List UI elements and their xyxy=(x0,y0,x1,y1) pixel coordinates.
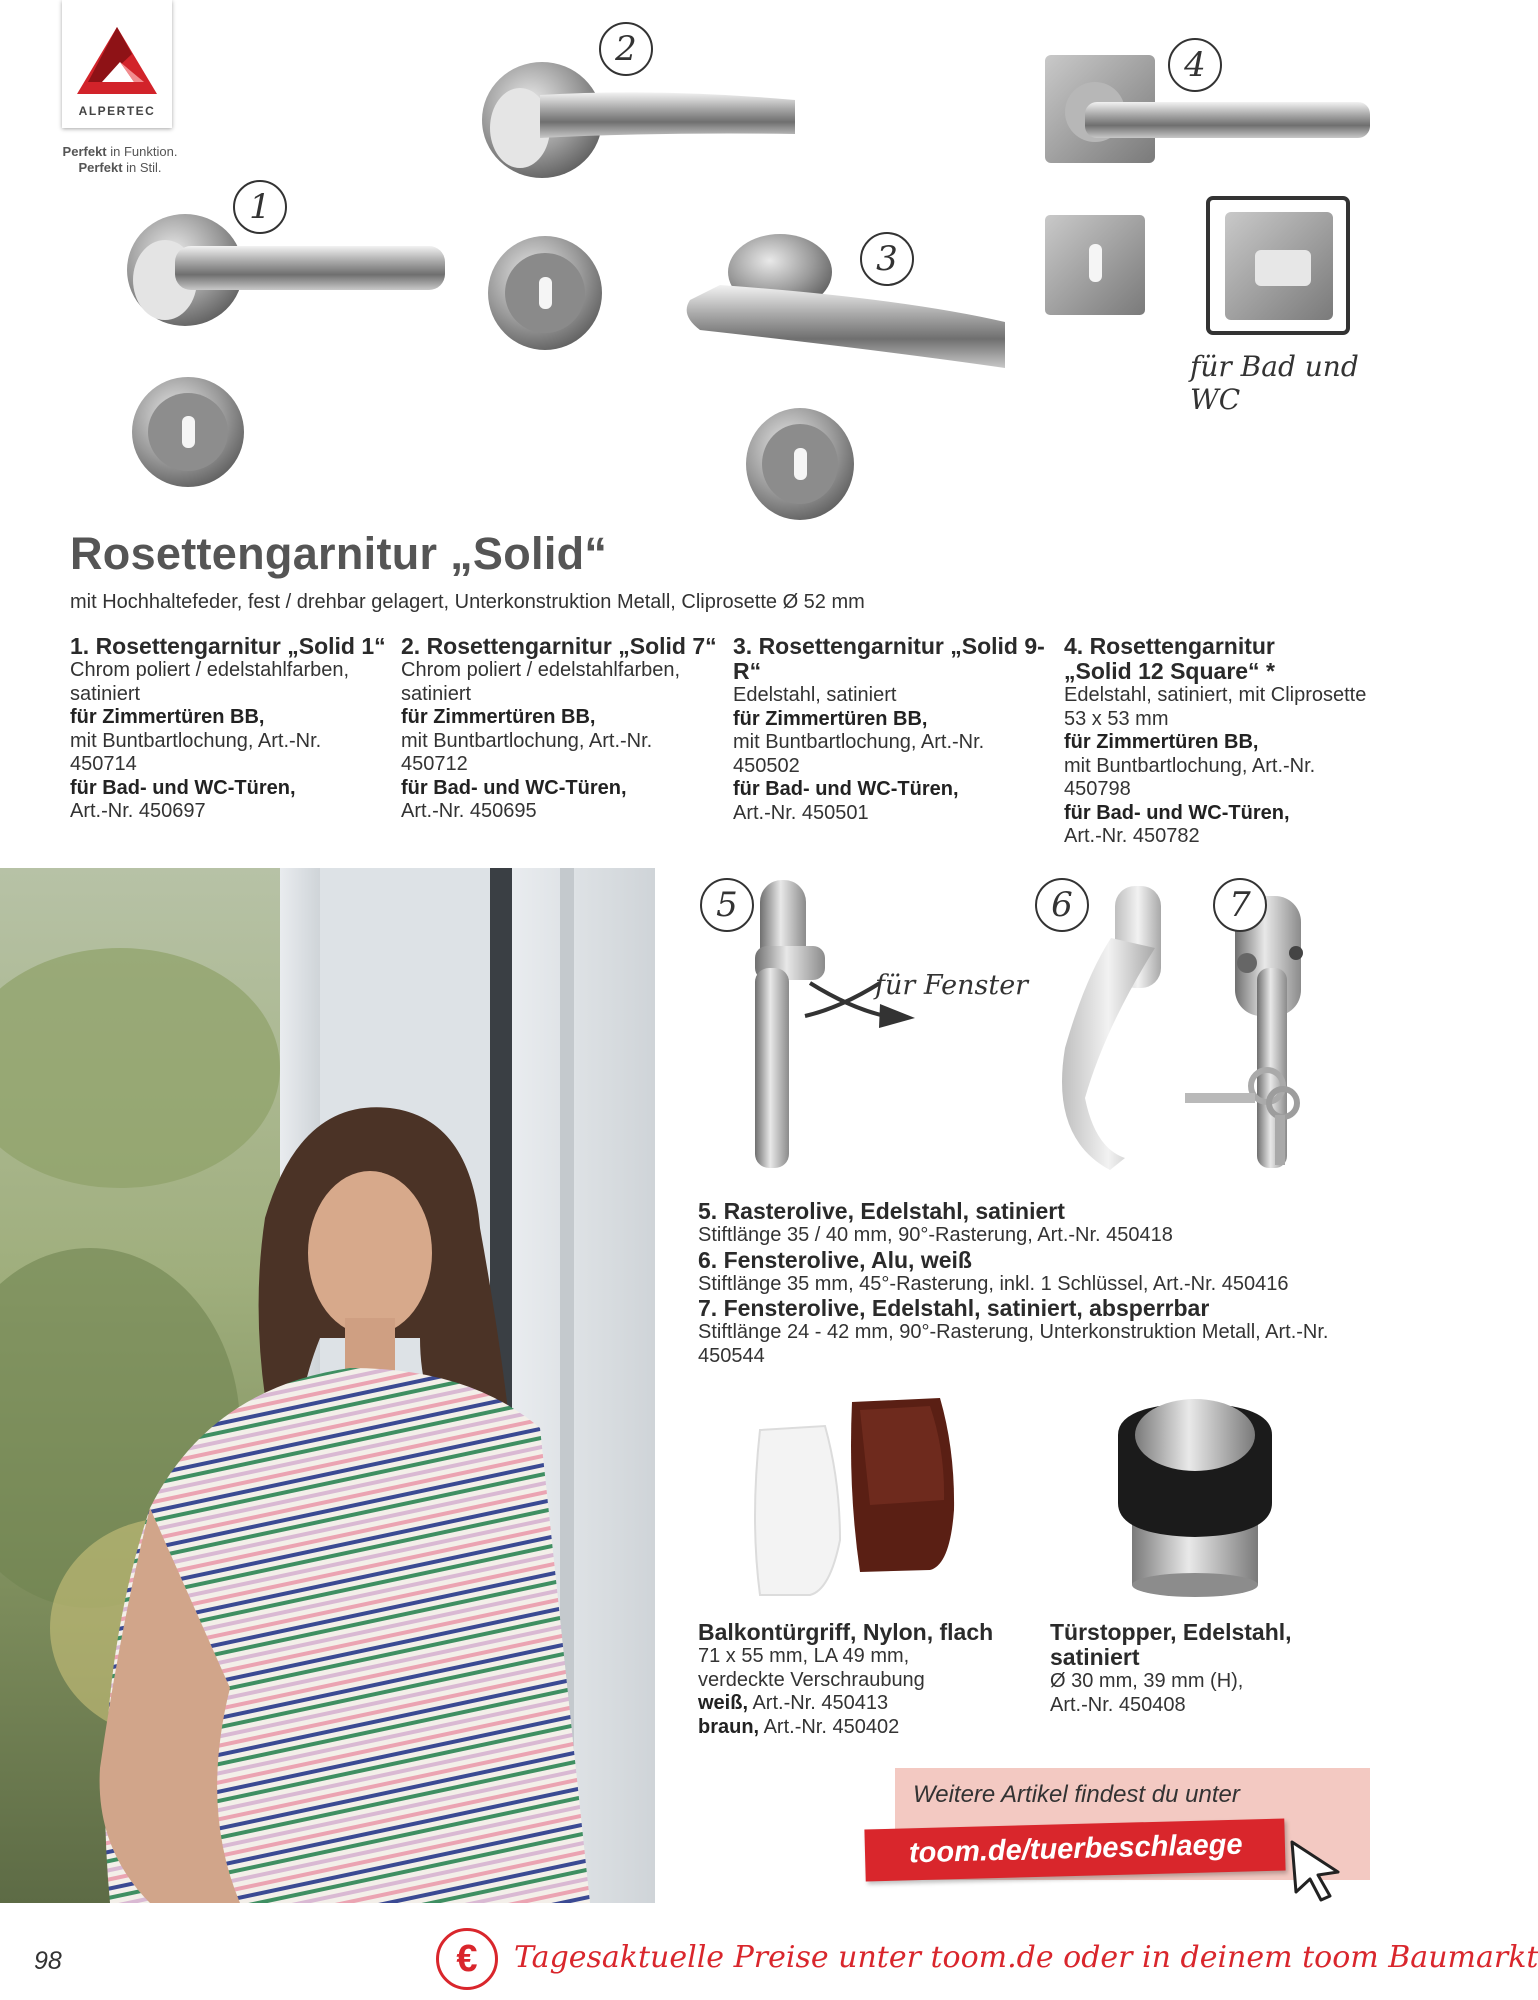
product-2-line: Art.-Nr. 450695 xyxy=(401,800,537,822)
number-badge-5: 5 xyxy=(700,878,754,932)
cursor-arrow-icon xyxy=(1288,1838,1344,1902)
window-items xyxy=(698,1199,1358,1368)
balcony-grip-title: Balkontürgriff, Nylon, flach xyxy=(698,1619,994,1645)
section-subtitle: mit Hochhaltefeder, fest / drehbar gelagert, Unterkonstruktion Metall, Cliprosette Ø 52 mm xyxy=(70,591,865,613)
product-4-line: Edelstahl, satiniert, mit Cliprosette xyxy=(1064,684,1367,706)
page-number: 98 xyxy=(34,1947,62,1975)
product-4-title-2: „Solid 12 Square“ * xyxy=(1064,658,1275,684)
window-item-7-desc: Stiftlänge 24 - 42 mm, 90°-Rasterung, Unterkonstruktion Metall, Art.-Nr. 450544 xyxy=(698,1321,1329,1367)
balcony-grip-line: weiß, Art.-Nr. 450413 xyxy=(698,1692,889,1714)
handle-3-icon xyxy=(687,234,1005,520)
window-item-5-title: 5. Rasterolive, Edelstahl, satiniert xyxy=(698,1198,1065,1224)
slogan-rest-2: in Stil. xyxy=(122,160,162,175)
product-1-line: für Zimmertüren BB, xyxy=(70,706,265,728)
window-handle-7-icon xyxy=(1235,896,1303,1168)
number-badge-2: 2 xyxy=(599,22,653,76)
product-3-line: für Zimmertüren BB, xyxy=(733,707,928,730)
product-3-line: mit Buntbartlochung, Art.-Nr. 450502 xyxy=(733,731,985,777)
product-2-title: 2. Rosettengarnitur „Solid 7“ xyxy=(401,633,717,659)
product-2-line: satiniert xyxy=(401,682,472,705)
product-1-line: mit Buntbartlochung, Art.-Nr. 450714 xyxy=(70,729,322,775)
product-2-line: Chrom poliert / edelstahlfarben, xyxy=(401,659,681,681)
product-3-line: für Bad- und WC-Türen, xyxy=(733,778,959,800)
balcony-grip-illustration xyxy=(740,1390,970,1600)
balcony-grip-text xyxy=(698,1620,998,1739)
door-stopper-line: Ø 30 mm, 39 mm (H), xyxy=(1050,1670,1244,1692)
product-4-line: 53 x 53 mm xyxy=(1064,707,1169,730)
product-3-line: Art.-Nr. 450501 xyxy=(733,801,869,824)
slogan-rest-1: in Funktion. xyxy=(106,144,178,159)
note-fenster: für Fenster xyxy=(875,970,1029,1001)
product-col-4 xyxy=(1064,634,1384,849)
handle-4-icon xyxy=(1045,55,1370,333)
section-title: Rosettengarnitur „Solid“ xyxy=(70,528,608,579)
product-4-line: Art.-Nr. 450782 xyxy=(1064,825,1200,847)
woman-at-window-photo xyxy=(0,868,655,1903)
product-4-line: für Bad- und WC-Türen, xyxy=(1064,801,1290,824)
door-stopper-title: Türstopper, Edelstahl, satiniert xyxy=(1050,1619,1292,1670)
window-item-6-desc: Stiftlänge 35 mm, 45°-Rasterung, inkl. 1 Schlüssel, Art.-Nr. 450416 xyxy=(698,1272,1289,1295)
promo-url[interactable]: toom.de/tuerbeschlaege xyxy=(908,1828,1243,1870)
keys-icon xyxy=(1185,1070,1297,1165)
product-4-title: 4. Rosettengarnitur xyxy=(1064,633,1275,659)
product-2-line: mit Buntbartlochung, Art.-Nr. 450712 xyxy=(401,729,653,775)
door-stopper-illustration xyxy=(1110,1385,1280,1600)
window-handle-5-icon xyxy=(755,880,825,1168)
handle-1-icon xyxy=(127,214,445,487)
product-4-line: für Zimmertüren BB, xyxy=(1064,731,1259,753)
window-item-7-title: 7. Fensterolive, Edelstahl, satiniert, absperrbar xyxy=(698,1295,1210,1321)
door-stopper-line: Art.-Nr. 450408 xyxy=(1050,1693,1186,1716)
window-handles-illustration xyxy=(655,868,1385,1188)
euro-badge-icon xyxy=(436,1928,498,1990)
number-badge-6: 6 xyxy=(1035,878,1089,932)
product-4-line: mit Buntbartlochung, Art.-Nr. 450798 xyxy=(1064,754,1316,800)
number-badge-3: 3 xyxy=(860,232,914,286)
product-col-3 xyxy=(733,634,1053,825)
product-2-line: für Bad- und WC-Türen, xyxy=(401,776,627,799)
balcony-grip-line: braun, Art.-Nr. 450402 xyxy=(698,1715,900,1738)
product-3-title: 3. Rosettengarnitur „Solid 9-R“ xyxy=(733,633,1045,684)
product-1-title: 1. Rosettengarnitur „Solid 1“ xyxy=(70,633,386,659)
window-item-5-desc: Stiftlänge 35 / 40 mm, 90°-Rasterung, Art.-Nr. 450418 xyxy=(698,1224,1173,1246)
window-handle-6-icon xyxy=(1062,886,1161,1170)
product-1-line: satiniert xyxy=(70,682,141,705)
product-col-2 xyxy=(401,634,721,824)
number-badge-4: 4 xyxy=(1168,38,1222,92)
balcony-grip-line: 71 x 55 mm, LA 49 mm, xyxy=(698,1645,910,1667)
euro-symbol: € xyxy=(456,1937,478,1980)
product-1-line: Art.-Nr. 450697 xyxy=(70,800,206,822)
product-col-1 xyxy=(70,634,390,824)
note-bad-wc: für Bad und WC xyxy=(1190,350,1359,416)
product-1-line: Chrom poliert / edelstahlfarben, xyxy=(70,659,350,681)
promo-link-button[interactable] xyxy=(864,1819,1285,1882)
footer-tagline: Tagesaktuelle Preise unter toom.de oder in deinem toom Baumarkt xyxy=(514,1940,1538,1975)
brand-name: ALPERTEC xyxy=(78,104,156,118)
number-badge-7: 7 xyxy=(1213,878,1267,932)
door-stopper-text xyxy=(1050,1620,1370,1717)
number-badge-1: 1 xyxy=(233,180,287,234)
product-3-line: Edelstahl, satiniert xyxy=(733,684,897,706)
slogan-bold-2: Perfekt xyxy=(78,160,123,175)
product-2-line: für Zimmertüren BB, xyxy=(401,706,596,728)
window-item-6-title: 6. Fensterolive, Alu, weiß xyxy=(698,1246,972,1273)
balcony-grip-line: verdeckte Verschraubung xyxy=(698,1668,925,1691)
product-1-line: für Bad- und WC-Türen, xyxy=(70,776,296,799)
slogan-bold-1: Perfekt xyxy=(62,144,107,159)
promo-line1: Weitere Artikel findest du unter xyxy=(913,1781,1240,1808)
